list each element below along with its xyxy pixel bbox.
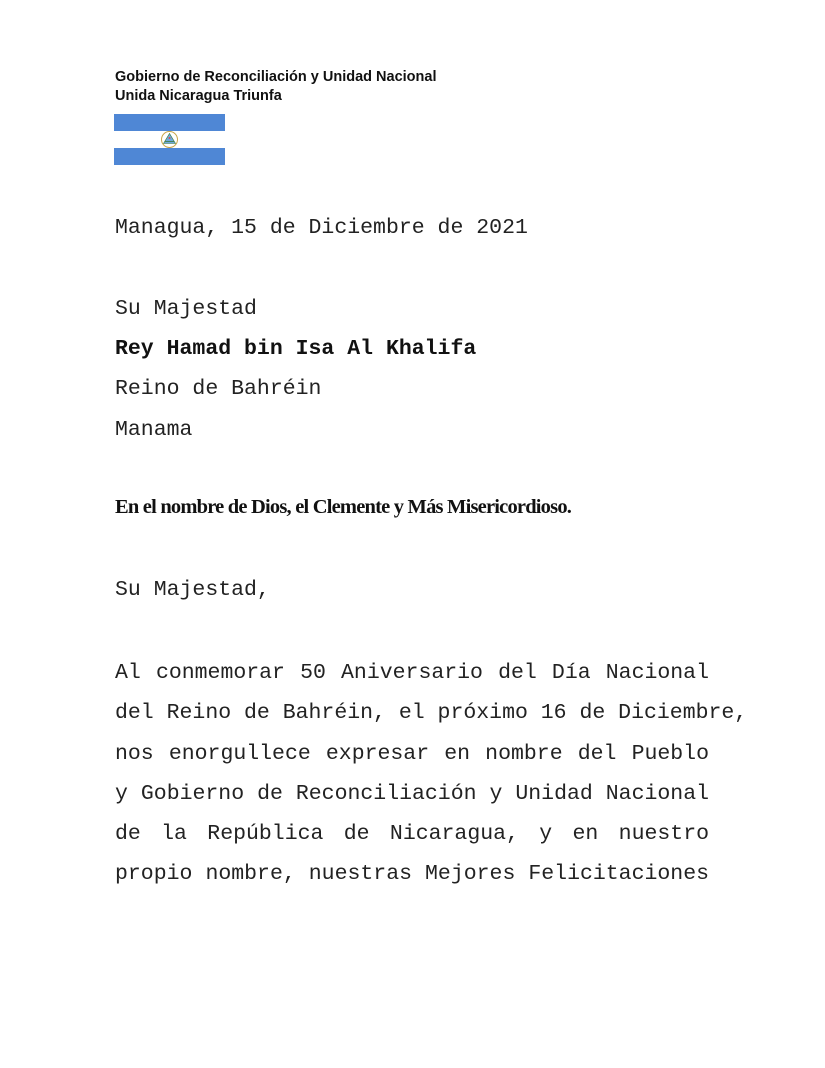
body-line: del Reino de Bahréin, el próximo 16 de Diciembre, — [115, 701, 748, 726]
nicaragua-flag-icon — [114, 114, 225, 165]
body-line: nos enorgullece expresar en nombre del Pueblo — [115, 741, 709, 766]
recipient-title: Su Majestad — [115, 297, 257, 321]
body-line: propio nombre, nuestras Mejores Felicitaciones — [115, 862, 709, 887]
recipient-city: Manama — [115, 418, 193, 442]
letterhead-slogan: Unida Nicaragua Triunfa — [115, 88, 282, 104]
letterhead-government-name: Gobierno de Reconciliación y Unidad Nacional — [115, 69, 437, 85]
invocation: En el nombre de Dios, el Clemente y Más Misericordioso. — [115, 496, 572, 518]
recipient-name: Rey Hamad bin Isa Al Khalifa — [115, 337, 477, 361]
body-line: y Gobierno de Reconciliación y Unidad Nacional — [115, 781, 709, 806]
recipient-kingdom: Reino de Bahréin — [115, 377, 322, 401]
greeting: Su Majestad, — [115, 578, 270, 602]
letter-body — [115, 653, 748, 895]
body-line: de la República de Nicaragua, y en nuestro — [115, 822, 709, 847]
body-line: Al conmemorar 50 Aniversario del Día Nacional — [115, 661, 709, 685]
letter-date: Managua, 15 de Diciembre de 2021 — [115, 216, 528, 240]
letterhead — [115, 68, 436, 106]
